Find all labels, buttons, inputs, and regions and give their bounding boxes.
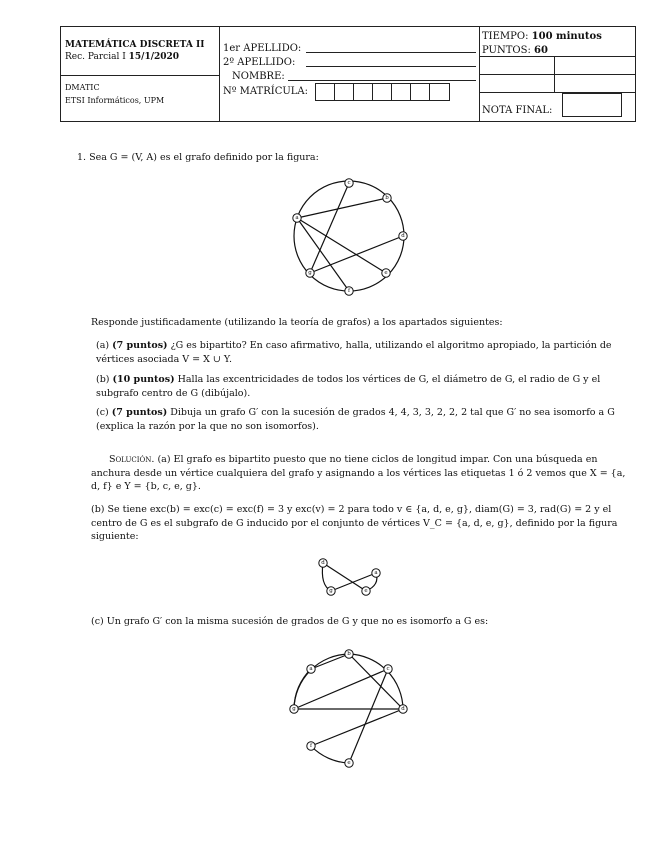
- nota-final-label: NOTA FINAL:: [482, 105, 553, 116]
- instructions: Responde justificadamente (utilizando la teoría de grafos) a los apartados siguientes:: [91, 317, 503, 328]
- student-fields: [220, 27, 480, 121]
- exam-name: Rec. Parcial I: [65, 52, 126, 62]
- puntos-label: PUNTOS:: [482, 45, 531, 56]
- solution-a: Solución. (a) El grafo es bipartito puesto que no tiene ciclos de longitud impar. Con una búsqueda en anchura desde un vértice cualquiera del grafo y asignando a los vértices las etiquetas 1 ó 2 vemos que X = {a, d, f} e Y = {b, c, e, g}.: [91, 454, 626, 492]
- nombre-label: NOMBRE:: [232, 71, 285, 82]
- course-title: MATEMÁTICA DISCRETA II: [65, 40, 205, 50]
- g1-node-label: b: [385, 195, 389, 201]
- item-b-text: Halla las excentricidades de todos los vértices de G, el diámetro de G, el radio de G y el subgrafo centro de G (dibújalo).: [96, 374, 601, 399]
- g1-node-label: a: [295, 215, 299, 221]
- g2-node-label: d: [321, 560, 325, 566]
- graph-center: [310, 552, 390, 604]
- g3-node-label: c: [386, 666, 390, 672]
- apellido1-field[interactable]: [306, 52, 476, 53]
- solution-heading: Solución.: [109, 454, 155, 465]
- grade-cell: [480, 27, 635, 121]
- item-b-points: (10 puntos): [112, 374, 175, 385]
- apellido2-label: 2º APELLIDO:: [223, 57, 296, 68]
- solution-b: (b) Se tiene exc(b) = exc(c) = exc(f) = 3 y exc(v) = 2 para todo v ∈ {a, d, e, g}, diam(G) = 3, rad(G) = 2 y el centro de G es el subgrafo de G inducido por el conjunto de vértices V_C = {a, d, e, g}, definido por la figura siguiente:: [91, 504, 618, 542]
- item-c: (c) (7 puntos) Dibuja un grafo G′ con la sucesión de grados 4, 4, 3, 3, 2, 2, 2 tal que G′ no sea isomorfo a G (explica la razón por la que no son isomorfos).: [96, 407, 615, 432]
- solution-c: (c) Un grafo G′ con la misma sucesión de grados de G y que no es isomorfo a G es:: [91, 616, 489, 627]
- graph-g-prime: [280, 640, 420, 775]
- g2-node-label: a: [374, 570, 378, 576]
- exam-date: 15/1/2020: [128, 52, 180, 62]
- course-cell: [61, 27, 220, 121]
- item-b: (b) (10 puntos) Halla las excentricidades de todos los vértices de G, el diámetro de G, el radio de G y el subgrafo centro de G (dibújalo).: [96, 374, 601, 399]
- g3-node-label: g: [292, 706, 296, 712]
- tiempo-label: TIEMPO:: [482, 31, 529, 42]
- puntos-value: 60: [534, 45, 548, 56]
- item-c-points: (7 puntos): [111, 407, 168, 418]
- problem-intro: 1. Sea G = (V, A) es el grafo definido por la figura:: [77, 152, 319, 163]
- tiempo-value: 100 minutos: [531, 31, 602, 42]
- item-a-text: ¿G es bipartito? En caso afirmativo, halla, utilizando el algoritmo apropiado, la partición de vértices asociada V = X ∪ Y.: [96, 340, 612, 365]
- department: DMATIC: [65, 83, 100, 92]
- g2-node-label: e: [364, 588, 368, 594]
- nota-final-box[interactable]: [562, 93, 622, 117]
- g2-node-label: g: [329, 588, 333, 594]
- g3-node-label: a: [309, 666, 313, 672]
- school: ETSI Informáticos, UPM: [65, 96, 165, 105]
- g3-node-label: d: [401, 706, 405, 712]
- apellido1-label: 1er APELLIDO:: [223, 43, 302, 54]
- item-a-points: (7 puntos): [112, 340, 168, 351]
- graph-g: [280, 170, 420, 300]
- g1-node-label: g: [308, 270, 312, 276]
- g1-node-label: f: [347, 288, 351, 294]
- g1-node-label: c: [347, 180, 351, 186]
- g1-node-label: e: [384, 270, 388, 276]
- g1-node-label: d: [401, 233, 405, 239]
- item-c-text: Dibuja un grafo G′ con la sucesión de grados 4, 4, 3, 3, 2, 2, 2 tal que G′ no sea isomorfo a G (explica la razón por la que no son isomorfos).: [96, 407, 615, 432]
- matricula-label: Nº MATRÍCULA:: [223, 86, 309, 97]
- exam-header: [60, 26, 636, 122]
- nombre-field[interactable]: [288, 80, 476, 81]
- g3-node-label: b: [347, 651, 351, 657]
- apellido2-field[interactable]: [306, 66, 476, 67]
- g3-node-label: f: [309, 743, 313, 749]
- g3-node-label: e: [347, 760, 351, 766]
- item-a: (a) (7 puntos) ¿G es bipartito? En caso afirmativo, halla, utilizando el algoritmo apropiado, la partición de vértices asociada V = X ∪ Y.: [96, 340, 612, 365]
